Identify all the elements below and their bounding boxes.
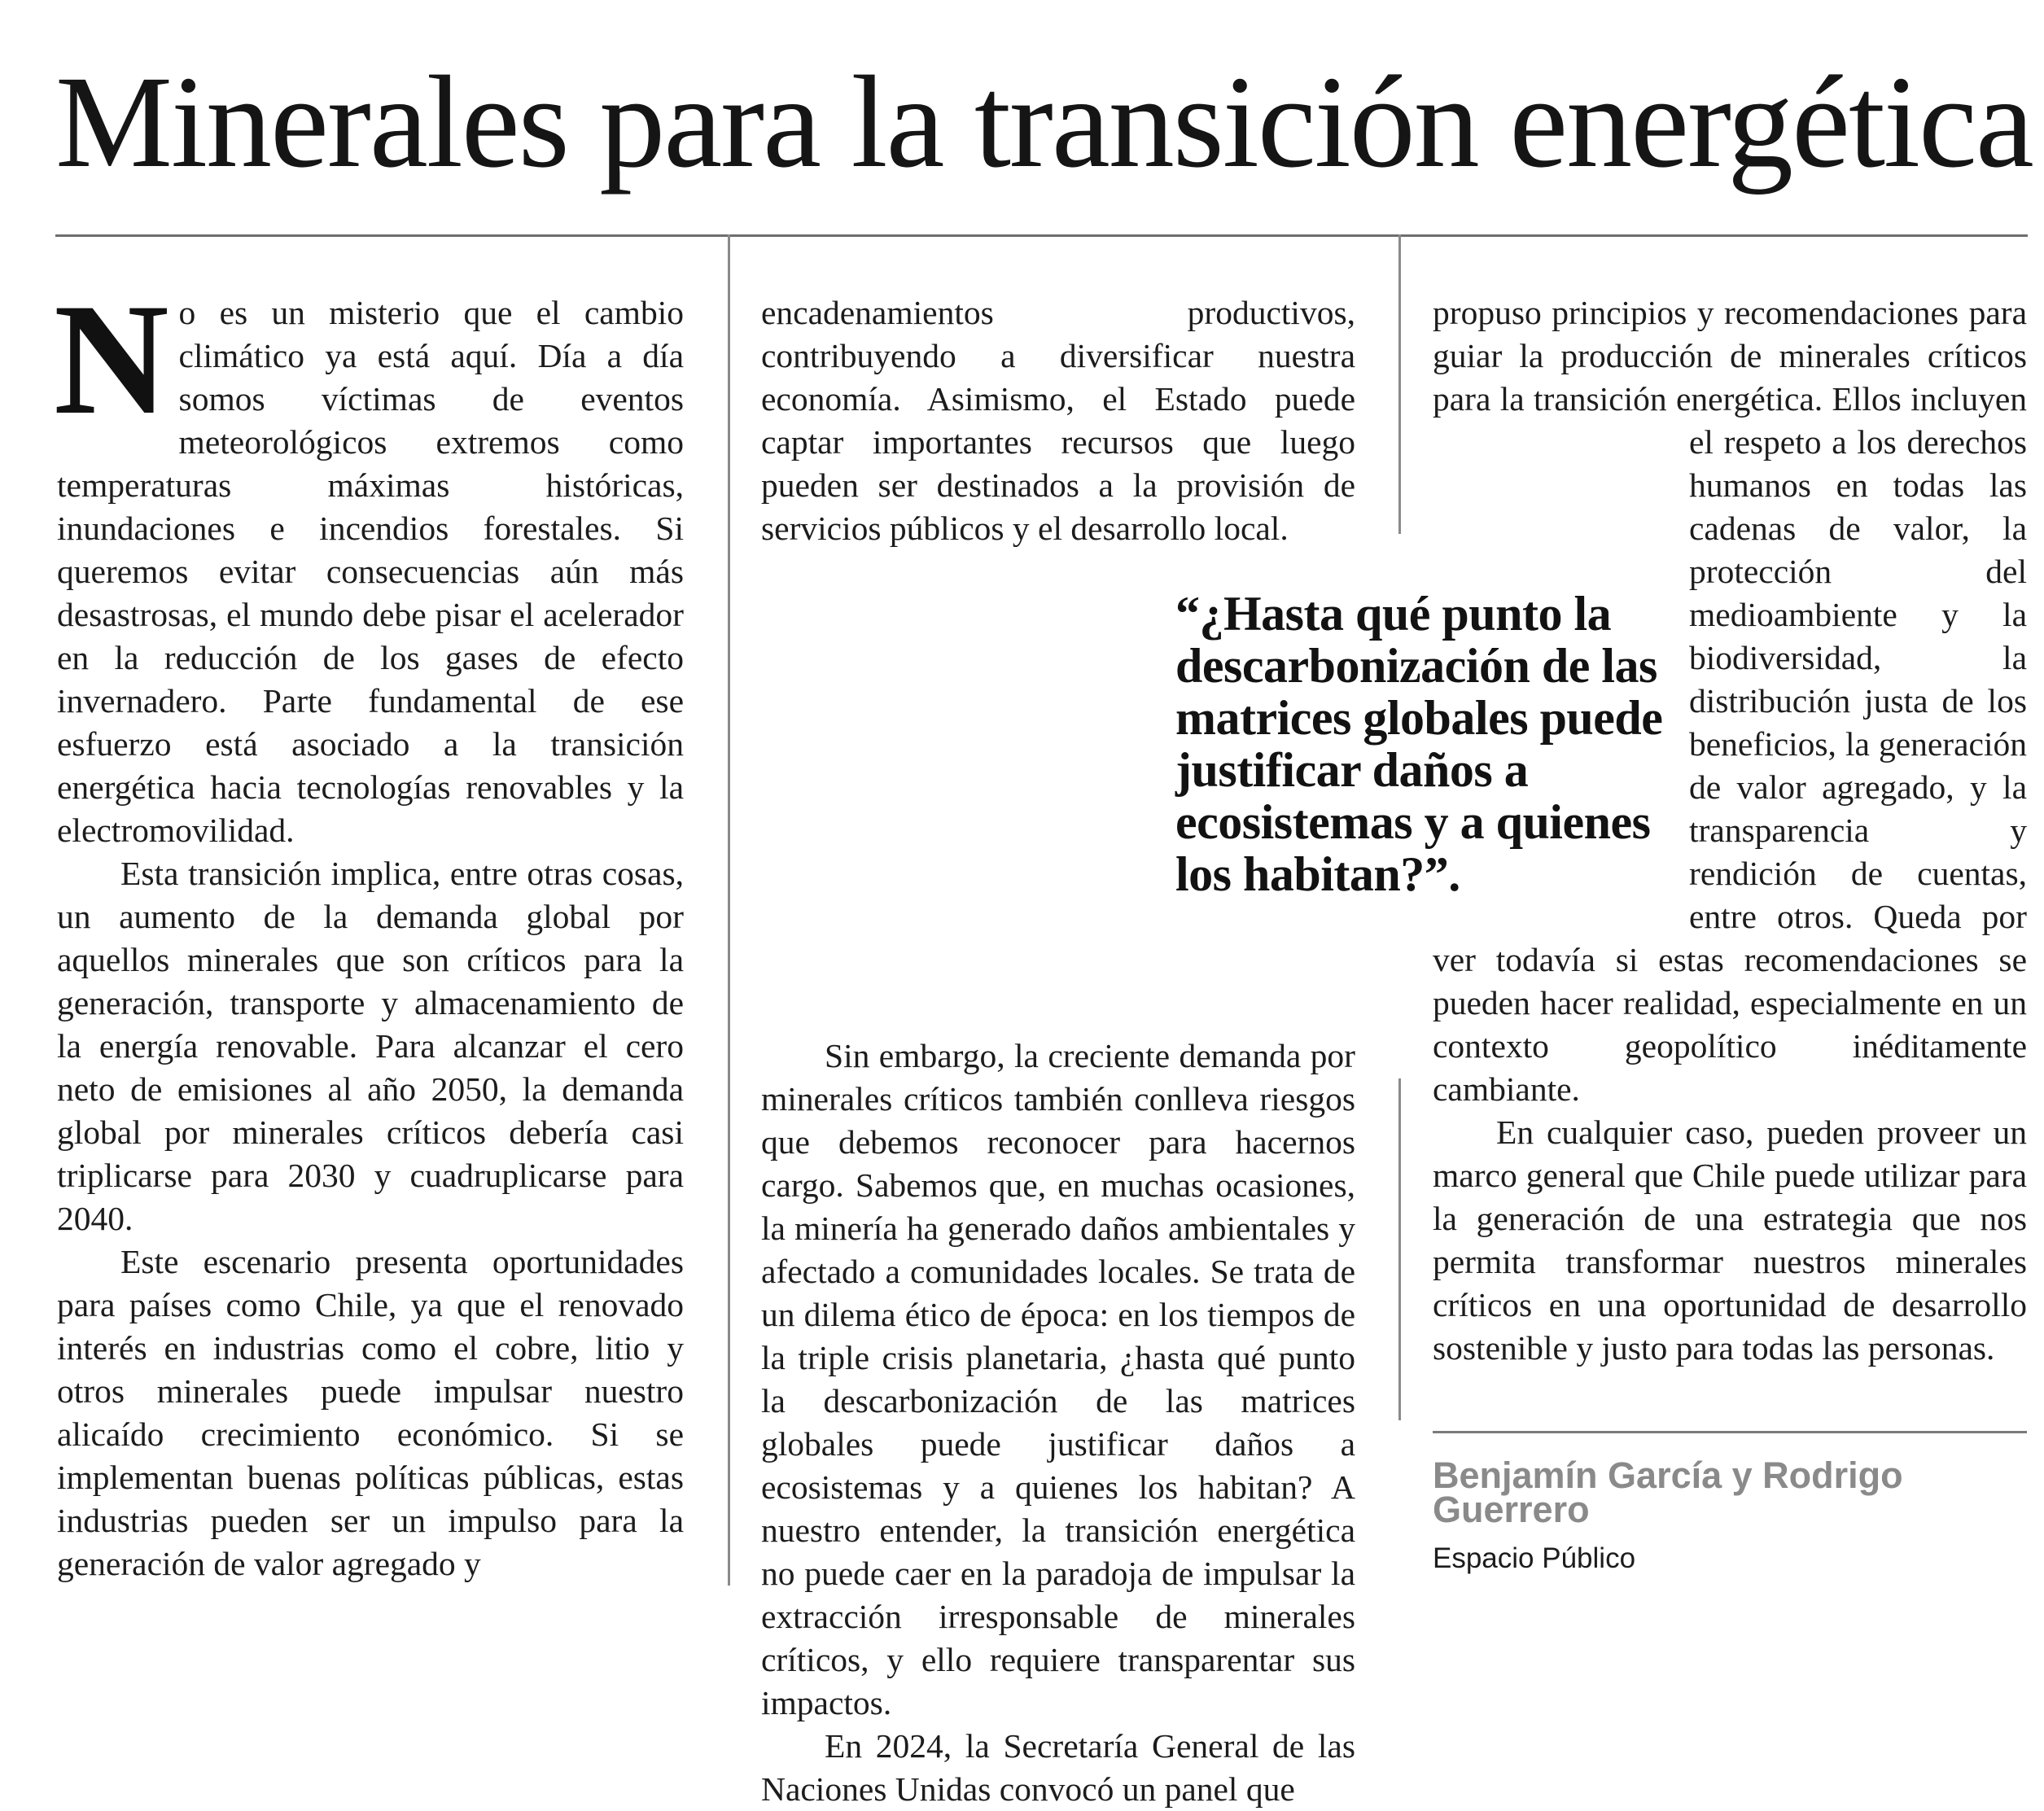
author-organization: Espacio Público bbox=[1433, 1542, 1636, 1574]
pull-quote: “¿Hasta qué punto la descarbonización de las matrices globales puede justificar daños a ecosistemas y a quienes los habitan?”. bbox=[1175, 587, 1663, 901]
paragraph-5: Sin embargo, la creciente demanda por minerales críticos también conlleva riesgos que debemos reconocer para hacernos cargo. Sabemos que, en muchas ocasiones, la minería ha generado daños ambientales y afectado a comunidades locales. Se trata de un dilema ético de época: en los tiempos de la triple crisis planetaria, ¿hasta qué punto la descarbonización de las matrices globales puede justificar daños a ecosistemas y a quienes los habitan? A nuestro entender, la transición energética no puede caer en la paradoja de impulsar la extracción irresponsable de minerales críticos, y ello requiere transparentar sus impactos. bbox=[761, 1037, 1355, 1721]
column-divider-1 bbox=[728, 234, 730, 1586]
author-byline: Benjamín García y Rodrigo Guerrero bbox=[1433, 1454, 1903, 1530]
paragraph-6: En 2024, la Secretaría General de las Naciones Unidas convocó un panel que bbox=[761, 1727, 1355, 1808]
paragraph-2: Esta transición implica, entre otras cosas, un aumento de la demanda global por aquellos minerales que son críticos para la generación, transporte y almacenamiento de la energía renovable. Para alcanzar el cero neto de emisiones al año 2050, la demanda global por minerales críticos debería casi triplicarse para 2030 y cuadruplicarse para 2040. bbox=[57, 855, 684, 1237]
paragraph-1 bbox=[54, 271, 684, 852]
column-divider-2-top bbox=[1398, 234, 1401, 534]
headline-divider bbox=[55, 234, 2028, 237]
article-column-2 bbox=[761, 291, 1355, 1811]
author-divider bbox=[1433, 1431, 2027, 1433]
paragraph-1-text: o es un misterio que el cambio climático ya está aquí. Día a día somos víctimas de eventos meteorológicos extremos como temperaturas máximas históricas, inundaciones e incendios forestales. Si queremos evitar consecuencias aún más desastrosas, el mundo debe pisar el acelerador en la reducción de los gases de efecto invernadero. Parte fundamental de ese esfuerzo está asociado a la transición energética hacia tecnologías renovables y la electromovilidad. bbox=[57, 294, 684, 849]
article-headline: Minerales para la transición energética bbox=[55, 50, 2033, 195]
article-column-1 bbox=[54, 271, 684, 1586]
paragraph-7: propuso principios y recomendaciones para guiar la producción de minerales críticos para la transición energética. Ellos incluyen el respeto a los derechos humanos en todas las cadenas de valor, la protección del medioambiente y la biodiversidad, la distribución justa de los beneficios, la generación de valor agregado, y la transparencia y rendición de cuentas, entre otros. Queda por ver todavía si estas recomendaciones se pueden hacer realidad, especialmente en un contexto geopolítico inéditamente cambiante. bbox=[1433, 294, 2027, 1108]
drop-cap: N bbox=[54, 271, 169, 448]
column-divider-2-bottom bbox=[1398, 1078, 1401, 1420]
paragraph-3: Este escenario presenta oportunidades para países como Chile, ya que el renovado interés en industrias como el cobre, litio y otros minerales puede impulsar nuestro alicaído crecimiento económico. Si se implementan buenas políticas públicas, estas industrias pueden ser un impulso para la generación de valor agregado y bbox=[57, 1243, 684, 1582]
paragraph-4: encadenamientos productivos, contribuyendo a diversificar nuestra economía. Asimismo, el Estado puede captar importantes recursos que luego pueden ser destinados a la provisión de servicios públicos y el desarrollo local. bbox=[761, 294, 1355, 547]
paragraph-8: En cualquier caso, pueden proveer un marco general que Chile puede utilizar para la generación de una estrategia que nos permita transformar nuestros minerales críticos en una oportunidad de desarrollo sostenible y justo para todas las personas. bbox=[1433, 1113, 2027, 1367]
